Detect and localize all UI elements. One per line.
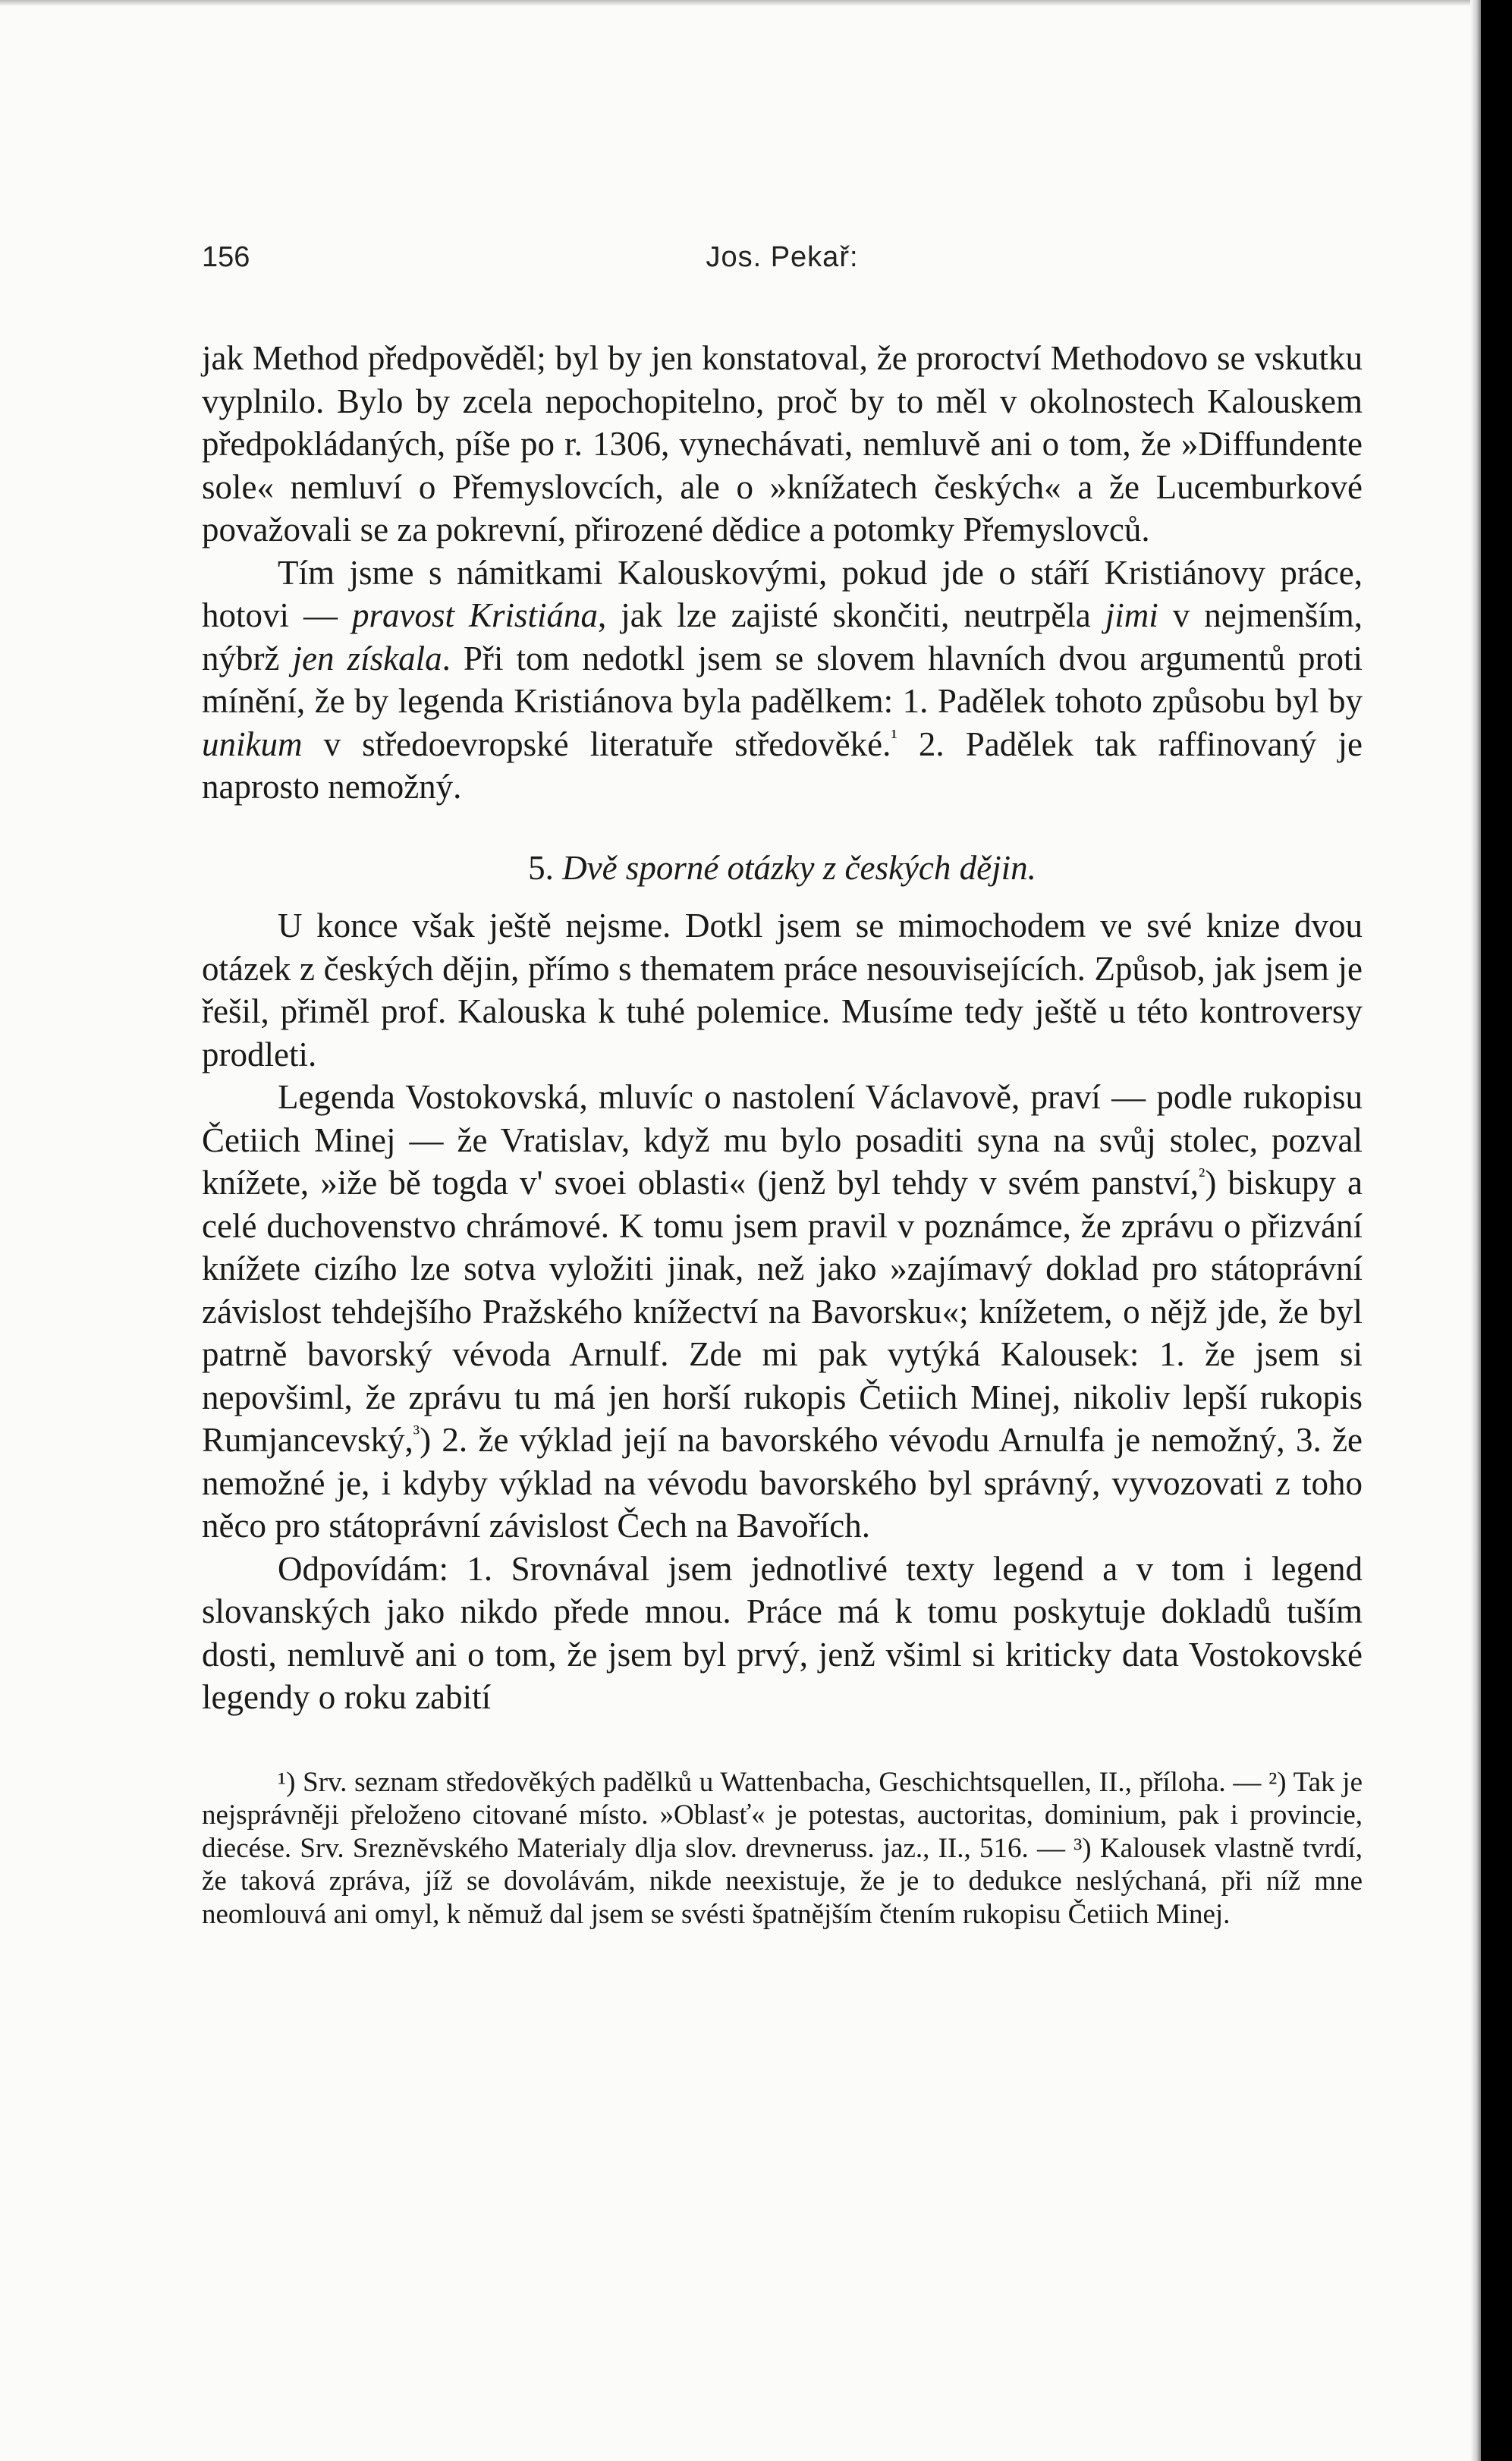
page-header <box>202 228 1363 288</box>
paragraph-2-emphasis-3: jen získala <box>292 639 442 677</box>
footnote-ref-1: ¹ <box>891 725 897 750</box>
page-top-edge <box>0 0 1481 6</box>
footnote-ref-3: ³ <box>413 1421 420 1445</box>
page-right-edge <box>1470 0 1481 2461</box>
running-head: Jos. Pekař: <box>706 241 859 273</box>
page-content <box>202 228 1363 1931</box>
paragraph-2-text-a: Tím jsme s námitkami Kalouskovými, pokud jde o stáří Kristiánovy práce, hotovi — <box>202 553 1363 634</box>
body-text <box>202 337 1363 1719</box>
paragraph-2-text-j: 2. Padělek tak raffinovaný je naprosto nemožný. <box>202 724 1363 806</box>
paragraph-5 <box>202 1548 1363 1719</box>
section-title: Dvě sporné otázky z českých dějin. <box>562 848 1036 887</box>
paragraph-5-text: Odpovídám: 1. Srovnával jsem jednotlivé texty legend a v tom i legend slovanských jako nikdo přede mnou. Práce má k tomu poskytuje dokladů tuším dosti, nemluvě ani o tom, že jsem byl prvý, jenž všiml si kriticky data Vostokovské legendy o roku zabití <box>202 1549 1363 1716</box>
footnote-block <box>202 1766 1363 1931</box>
paragraph-2-emphasis-1: pravost Kristiána <box>352 596 599 634</box>
paragraph-2 <box>202 552 1363 809</box>
paragraph-2-emphasis-2: jimi <box>1105 596 1158 634</box>
section-heading <box>202 847 1363 890</box>
paragraph-2-emphasis-4: unikum <box>202 724 303 763</box>
footnote-text: ¹) Srv. seznam středověkých padělků u Wattenbacha, Geschichtsquellen, II., příloha. — ²) Tak je nejsprávněji přeloženo citované místo. »Oblasť« je potestas, auctoritas, dominium, pak i provincie, diecése. Srv. Sreznĕvského Materialy dlja slov. drevneruss. jaz., II., 516. — ³) Kalousek vlastně tvrdí, že taková zpráva, jíž se dovolávám, nikde neexistuje, že je to dedukce neslýchaná, při níž mne neomlouvá ani omyl, k němuž dal jsem se svésti špatnějším čtením rukopisu Četiich Minej. <box>202 1766 1363 1930</box>
paragraph-2-text-i: v středoevropské literatuře středověké. <box>302 724 891 763</box>
page-number: 156 <box>202 241 250 273</box>
paragraph-2-text-g: . Při tom nedotkl jsem se slovem hlavních dvou argumentů proti mínění, že by legenda Kristiánova byla padělkem: 1. Padělek tohoto způsobu byl by <box>202 639 1363 720</box>
paragraph-4-text-b: ) biskupy a celé duchovenstvo chrámové. K tomu jsem pravil v poznámce, že zprávu o přizvání knížete cizího lze sotva vyložiti jinak, než jako »zajímavý doklad pro státoprávní závislost tehdejšího Pražského knížectví na Bavorsku«; knížetem, o nějž jde, že byl patrně bavorský vévoda Arnulf. Zde mi pak vytýká Kalousek: 1. že jsem si nepovšiml, že zprávu tu má jen horší rukopis Četiich Minej, nikoliv lepší rukopis Rumjancevský, <box>202 1164 1363 1459</box>
paragraph-2-text-e: v nejmenším, nýbrž <box>202 596 1363 677</box>
paragraph-4 <box>202 1076 1363 1548</box>
footnotes <box>202 1766 1363 1931</box>
footnote-ref-2: ² <box>1198 1164 1206 1188</box>
paragraph-1-text: jak Method předpověděl; byl by jen konstatoval, že proroctví Methodovo se vskutku vyplnilo. Bylo by zcela nepochopitelno, proč by to měl v okolnostech Kalouskem předpokládaných, píše po r. 1306, vynechávati, nemluvě ani o tom, že »Diffundente sole« nemluví o Přemyslovcích, ale o »knížatech českých« a že Lucemburkové považovali se za pokrevní, přirozené dědice a potomky Přemyslovců. <box>202 339 1363 548</box>
paragraph-4-text-c: ) 2. že výklad její na bavorského vévodu Arnulfa je nemožný, 3. že nemožné je, i kdyby výklad na vévodu bavorského byl správný, vyvozovati z toho něco pro státoprávní závislost Čech na Bavořích. <box>202 1421 1363 1545</box>
section-number: 5. <box>528 848 554 887</box>
paragraph-2-text-c: , jak lze zajisté skončiti, neutrpěla <box>598 596 1105 634</box>
paragraph-1 <box>202 337 1363 552</box>
paragraph-3 <box>202 904 1363 1076</box>
paragraph-4-text-a: Legenda Vostokovská, mluvíc o nastolení Václavově, praví — podle rukopisu Četiich Minej — že Vratislav, když mu bylo posaditi syna na svůj stolec, pozval knížete, »iže bě togda v' svoei oblasti« (jenž byl tehdy v svém panství, <box>202 1078 1363 1202</box>
paragraph-3-text: U konce však ještě nejsme. Dotkl jsem se mimochodem ve své knize dvou otázek z českých dějin, přímo s thematem práce nesouvisejících. Způsob, jak jsem je řešil, přiměl prof. Kalouska k tuhé polemice. Musíme tedy ještě u této kontroversy prodleti. <box>202 907 1363 1073</box>
